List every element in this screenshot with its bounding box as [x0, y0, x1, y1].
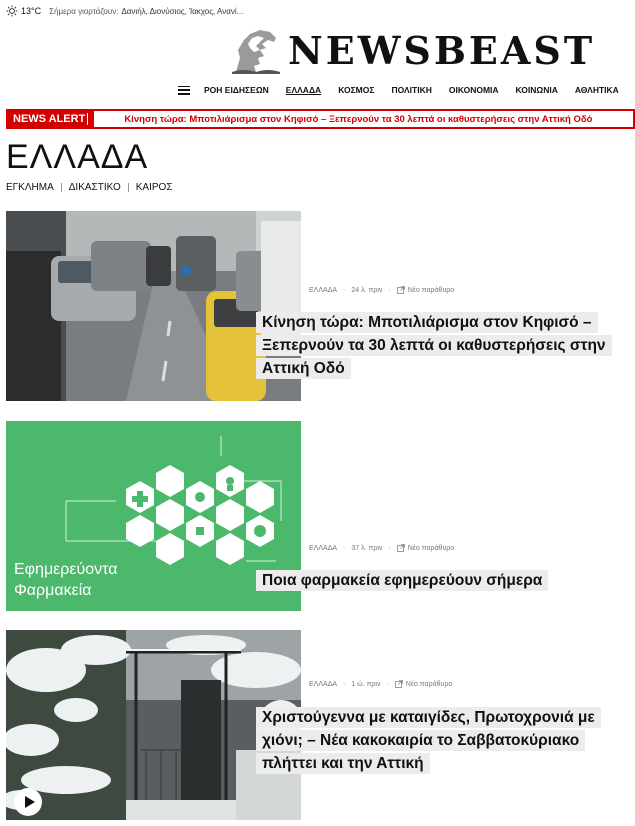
new-window-icon[interactable]	[397, 286, 405, 294]
hamburger-menu-icon[interactable]	[178, 86, 190, 95]
article-meta: ΕΛΛΑΔΑ · 1 ώ. πριν · Νέο παράθυρο	[309, 680, 453, 688]
article-headline[interactable]: Ποια φαρμακεία εφημερεύουν σήμερα	[256, 569, 626, 592]
article-category[interactable]: ΕΛΛΑΔΑ	[309, 544, 338, 552]
news-alert-bar	[6, 109, 635, 129]
new-window-icon[interactable]	[395, 680, 403, 688]
nav-item-ellada[interactable]: ΕΛΛΑΔΑ	[285, 85, 322, 95]
article-time: 1 ώ. πριν	[351, 680, 381, 688]
article-card[interactable]	[6, 630, 635, 820]
pharmacy-image-text-line1: Εφημερεύοντα	[14, 561, 118, 578]
site-logo[interactable]	[230, 28, 595, 74]
pharmacy-image-text-line2: Φαρμακεία	[14, 582, 92, 599]
nav-item-roi-eidiseon[interactable]: ΡΟΗ ΕΙΔΗΣΕΩΝ	[204, 85, 269, 95]
article-meta: ΕΛΛΑΔΑ · 37 λ. πριν · Νέο παράθυρο	[309, 544, 455, 552]
nav-item-kosmos[interactable]: ΚΟΣΜΟΣ	[338, 85, 375, 95]
article-headline[interactable]: Χριστούγεννα με καταιγίδες, Πρωτοχρονιά με χιόνι; – Νέα κακοκαιρία το Σαββατοκύριακο πλήττει και την Αττική	[256, 706, 626, 775]
new-window-label[interactable]: Νέο παράθυρο	[407, 286, 455, 294]
article-category[interactable]: ΕΛΛΑΔΑ	[309, 286, 338, 294]
article-meta: ΕΛΛΑΔΑ · 24 λ. πριν · Νέο παράθυρο	[309, 286, 455, 294]
article-time: 37 λ. πριν	[351, 544, 383, 552]
top-bar	[6, 4, 243, 18]
main-nav	[178, 85, 635, 95]
new-window-label[interactable]: Νέο παράθυρο	[405, 680, 453, 688]
saints-names[interactable]: Δανιήλ, Διονύσιος, Ίακχος, Ανανί...	[121, 6, 244, 16]
subnav-item-egklima[interactable]: ΕΓΚΛΗΜΑ	[6, 182, 54, 193]
subnav-item-dikastiko[interactable]: ΔΙΚΑΣΤΙΚΟ	[68, 182, 121, 193]
sun-icon	[6, 5, 18, 17]
section-subnav	[6, 182, 173, 193]
new-window-label[interactable]: Νέο παράθυρο	[407, 544, 455, 552]
nav-item-politiki[interactable]: ΠΟΛΙΤΙΚΗ	[391, 85, 432, 95]
article-card[interactable]	[6, 211, 635, 401]
article-time: 24 λ. πριν	[351, 286, 383, 294]
new-window-icon[interactable]	[397, 544, 405, 552]
subnav-divider	[61, 183, 62, 192]
subnav-divider	[128, 183, 129, 192]
news-alert-separator	[87, 113, 88, 125]
nav-item-oikonomia[interactable]: ΟΙΚΟΝΟΜΙΑ	[448, 85, 499, 95]
news-alert-label: NEWS ALERT	[8, 111, 94, 127]
shark-logo-icon	[230, 28, 282, 74]
news-alert-link[interactable]: Κίνηση τώρα: Μποτιλιάρισμα στον Κηφισό – Ξεπερνούν τα 30 λεπτά οι καθυστερήσεις στην Αττική Οδό	[124, 113, 593, 125]
saints-label: Σήμερα γιορτάζουν:	[49, 6, 119, 16]
article-card[interactable]	[6, 421, 635, 611]
article-headline[interactable]: Κίνηση τώρα: Μποτιλιάρισμα στον Κηφισό – Ξεπερνούν τα 30 λεπτά οι καθυστερήσεις στην Αττική Οδό	[256, 311, 626, 380]
temperature: 13°C	[21, 6, 42, 16]
logo-text: NEWSBEAST	[288, 28, 596, 73]
nav-item-athlitika[interactable]: ΑΘΛΗΤΙΚΑ	[574, 85, 619, 95]
section-title: ΕΛΛΑΔΑ	[6, 138, 149, 176]
subnav-item-kairos[interactable]: ΚΑΙΡΟΣ	[135, 182, 173, 193]
play-video-button[interactable]	[14, 788, 42, 816]
nav-item-koinonia[interactable]: ΚΟΙΝΩΝΙΑ	[515, 85, 558, 95]
article-category[interactable]: ΕΛΛΑΔΑ	[309, 680, 338, 688]
